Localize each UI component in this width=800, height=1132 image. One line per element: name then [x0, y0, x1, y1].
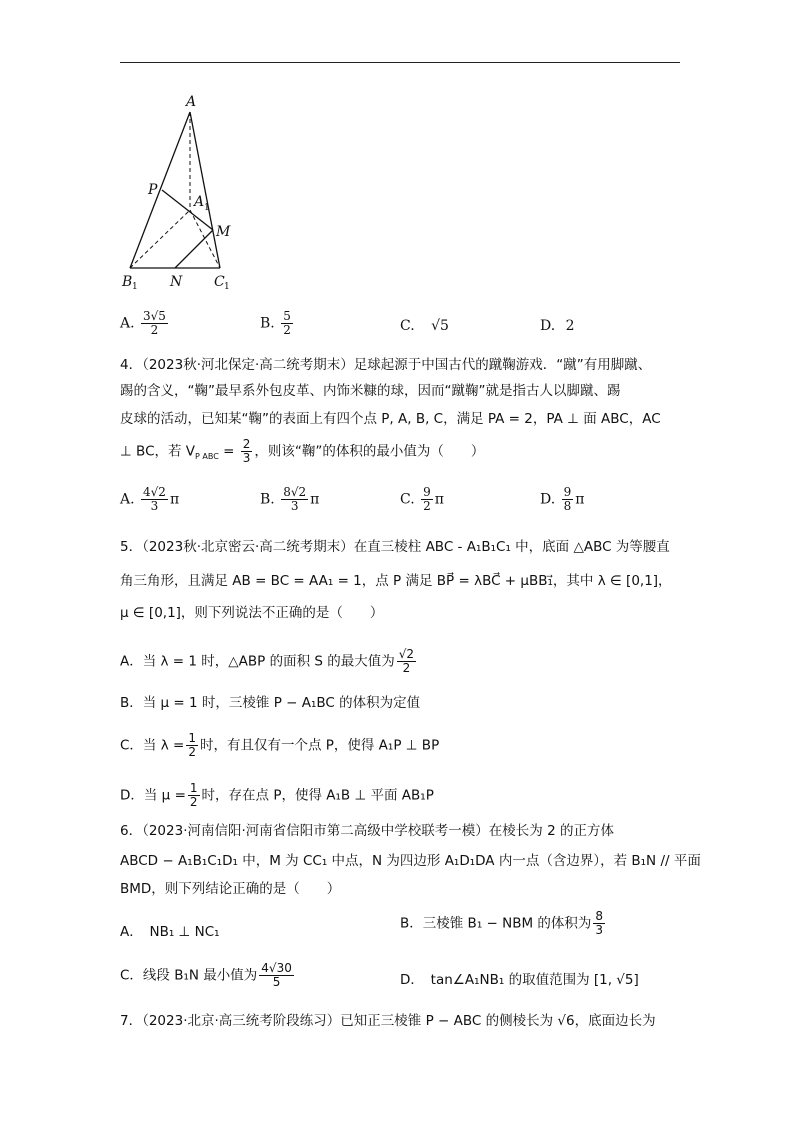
q4-line-1: 4．（2023秋·河北保定·高二统考期末）足球起源于中国古代的蹴鞠游戏．“蹴”有用脚蹴、 — [120, 357, 652, 373]
label-M: M — [216, 224, 231, 240]
q5-line-3: μ ∈ [0,1]，则下列说法不正确的是（ ） — [120, 605, 384, 621]
label-A1: A — [194, 194, 205, 210]
q4-line-4: ⊥ BC，若 $V_{P ABC}$ = $\frac{2}{3}$ ，则该“鞠”的体积的最小值为（ ） — [120, 437, 485, 465]
q3-option-c[interactable] — [400, 318, 449, 334]
label-C1-sub: 1 — [224, 282, 230, 290]
header-rule — [120, 62, 680, 63]
label-C1: C — [214, 274, 225, 290]
q5-option-b[interactable]: B．当 μ = 1 时，三棱锥 P − A₁BC 的体积为定值 — [120, 695, 421, 711]
q4-option-a[interactable]: A. $\frac{4√2}{3}$ π — [120, 485, 180, 513]
q4-line-2: 踢的含义，“鞠”最早系外包皮革、内饰米糠的球，因而“蹴鞠”就是指古人以脚蹴、踢 — [120, 383, 621, 399]
label-B1-sub: 1 — [132, 282, 138, 290]
option-value: 2 — [565, 318, 575, 334]
option-letter: A. — [120, 315, 135, 332]
q4-option-b[interactable]: B. $\frac{8√2}{3}$ π — [260, 485, 320, 513]
q3-option-a[interactable] — [120, 310, 170, 337]
option-letter: C. — [400, 318, 415, 334]
q3-option-d[interactable] — [540, 318, 575, 334]
q6-line-3: BMD，则下列结论正确的是（ ） — [120, 881, 341, 897]
q7-line-1: 7．（2023·北京·高三统考阶段练习）已知正三棱锥 P − ABC 的侧棱长为 √6，底面边长为 — [120, 1013, 656, 1029]
q4-option-d[interactable]: D. $\frac{9}{8}$ π — [540, 485, 585, 513]
fraction: $\frac{5}{2}$ — [283, 309, 291, 337]
q6-option-c[interactable]: C．线段 B₁N 最小值为 $\frac{4√30}{5}$ — [120, 961, 292, 989]
label-A1-sub: 1 — [204, 203, 210, 213]
q6-line-1: 6．（2023·河南信阳·河南省信阳市第二高级中学校联考一模）在棱长为 2 的正方体 — [120, 823, 614, 839]
q6-option-d[interactable]: D． tan∠A₁NB₁ 的取值范围为 [1, √5] — [400, 972, 639, 988]
q4-option-c[interactable]: C. $\frac{9}{2}$ π — [400, 485, 444, 513]
fraction: $\frac{3√5}{2}$ — [143, 309, 166, 337]
q6-option-b[interactable]: B．三棱锥 B₁ − NBM 的体积为 $\frac{8}{3}$ — [400, 909, 604, 937]
option-value: √5 — [431, 318, 449, 334]
q5-option-d[interactable]: D．当 μ = $\frac{1}{2}$ 时，存在点 P，使得 A₁B ⊥ 平面 AB₁P — [120, 781, 434, 809]
edge-A-B1 — [130, 112, 190, 268]
label-B1: B — [122, 274, 133, 290]
label-A: A — [186, 94, 197, 110]
q5-line-1: 5．（2023秋·北京密云·高二统考期末）在直三棱柱 ABC - A₁B₁C₁ 中，底面 △ABC 为等腰直 — [120, 539, 670, 555]
q6-line-2: ABCD − A₁B₁C₁D₁ 中，M 为 CC₁ 中点，N 为四边形 A₁D₁DA 内一点（含边界），若 B₁N // 平面 — [120, 853, 701, 869]
q3-option-b[interactable] — [260, 310, 295, 337]
label-P: P — [148, 182, 158, 198]
q5-option-c[interactable]: C．当 λ = $\frac{1}{2}$ 时，有且仅有一个点 P，使得 A₁P ⊥ BP — [120, 731, 440, 759]
geometry-figure — [110, 90, 260, 290]
label-N: N — [170, 274, 183, 290]
segment-M-N — [175, 230, 213, 268]
option-letter: D. — [540, 318, 556, 334]
q4-line-3: 皮球的活动，已知某“鞠”的表面上有四个点 P, A, B, C，满足 PA = 2，PA ⊥ 面 ABC，AC — [120, 411, 661, 427]
option-letter: B. — [260, 315, 275, 332]
edge-B1-A1-dashed — [130, 210, 190, 268]
edge-A-C1 — [190, 112, 220, 268]
q5-line-2: 角三角形，且满足 AB = BC = AA₁ = 1，点 P 满足 BP⃗ = λBC⃗ + μBB₁⃗，其中 λ ∈ [0,1]， — [120, 573, 672, 589]
q6-option-a[interactable]: A． NB₁ ⊥ NC₁ — [120, 924, 220, 940]
q5-option-a[interactable]: A．当 λ = 1 时，△ABP 的面积 S 的最大值为 $\frac{√2}{2}$ — [120, 647, 415, 675]
